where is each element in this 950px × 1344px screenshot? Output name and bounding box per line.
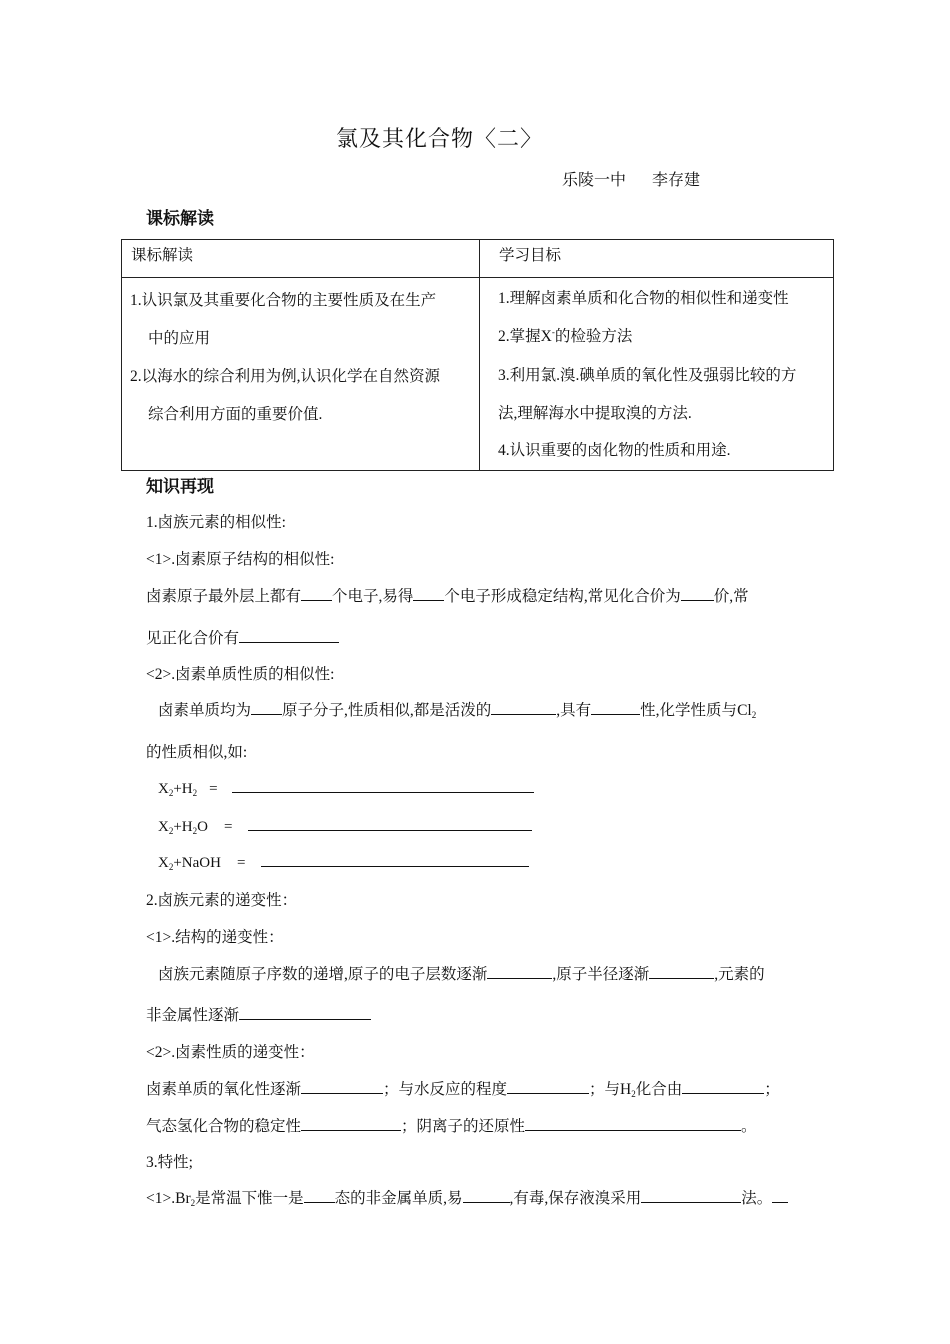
fill-blank	[251, 699, 282, 715]
text-fragment: 价,常	[713, 588, 749, 605]
ion-symbol: X	[540, 327, 552, 345]
text-fragment: 非金属性逐渐	[146, 1007, 240, 1024]
text-line: <1>.卤素原子结构的相似性:	[146, 551, 335, 568]
fill-blank	[682, 1078, 764, 1094]
table-header-cell	[122, 240, 480, 278]
curriculum-table	[121, 239, 834, 471]
subscript: 2	[168, 826, 174, 836]
formula: X	[158, 819, 169, 835]
section-heading-curriculum: 课标解读	[146, 209, 214, 229]
text-fragment: 法。	[741, 1190, 773, 1207]
equals-sign: =	[223, 819, 233, 835]
text-line	[146, 1003, 371, 1025]
ion-charge: -	[551, 326, 555, 337]
equals-sign: =	[209, 781, 218, 797]
equals-sign: =	[236, 855, 246, 871]
text-fragment: ,有毒,保存液溴采用	[509, 1190, 642, 1207]
text-line: 3.特性;	[146, 1154, 193, 1171]
text-fragment: 气态氢化合物的稳定性	[146, 1118, 302, 1135]
text-line: <2>.卤素单质性质的相似性:	[146, 666, 335, 683]
fill-blank	[491, 699, 556, 715]
fill-blank	[301, 1078, 383, 1094]
text-fragment: 卤素单质均为	[158, 702, 252, 719]
text-fragment: ；	[764, 1081, 780, 1098]
text-fragment: 。	[741, 1118, 757, 1135]
fill-blank	[641, 1187, 741, 1203]
text-line: 1.卤族元素的相似性:	[146, 514, 286, 531]
text-fragment: ,元素的	[714, 966, 765, 983]
fill-blank	[681, 585, 714, 601]
text-line	[146, 584, 749, 606]
text-fragment: 是常温下惟一是	[195, 1190, 304, 1207]
table-cell	[480, 278, 834, 471]
subscript: 2	[168, 862, 174, 872]
document-title: 氯及其化合物〈二〉	[336, 126, 544, 151]
fill-blank	[649, 963, 714, 979]
fill-blank	[239, 627, 339, 643]
equation-line	[158, 777, 534, 798]
item-text: 2.掌握	[498, 327, 541, 345]
subscript: 2	[751, 710, 757, 720]
text-line	[146, 1077, 780, 1099]
list-item: 4.认识重要的卤化物的性质和用途.	[498, 442, 731, 459]
text-line	[158, 698, 756, 720]
list-item: 法,理解海水中提取溴的方法.	[498, 404, 692, 422]
section-heading-knowledge: 知识再现	[146, 477, 214, 497]
list-item	[498, 318, 827, 358]
text-fragment: ；与	[589, 1081, 621, 1098]
col2-header: 学习目标	[499, 247, 562, 264]
text-fragment: 卤族元素随原子序数的递增,原子的电子层数逐渐	[158, 966, 488, 983]
text-fragment: ,具有	[556, 702, 592, 719]
table-header-row	[122, 240, 834, 278]
text-line	[146, 626, 339, 648]
list-item: 综合利用方面的重要价值.	[148, 406, 323, 423]
text-line: 2.卤族元素的递变性：	[146, 892, 298, 909]
fill-blank	[232, 777, 534, 793]
formula: +H	[173, 781, 193, 797]
list-item: 1.理解卤素单质和化合物的相似性和递变性	[498, 290, 789, 307]
item-text: 的检验方法	[554, 327, 633, 345]
text-line: 的性质相似,如:	[146, 744, 248, 761]
list-item: 3.利用氯.溴.碘单质的氧化性及强弱比较的方	[498, 367, 797, 384]
author-name: 李存建	[652, 172, 701, 189]
list-item: 2.以海水的综合利用为例,认识化学在自然资源	[130, 368, 441, 385]
equation-line	[158, 815, 532, 836]
table-cell	[122, 278, 480, 471]
text-fragment: 卤素单质的氧化性逐渐	[146, 1081, 302, 1098]
text-fragment: 个电子,易得	[332, 588, 414, 605]
formula: +NaOH	[173, 855, 221, 871]
fill-blank	[463, 1187, 510, 1203]
text-fragment: ；与水反应的程度	[383, 1081, 508, 1098]
fill-blank	[304, 1187, 335, 1203]
fill-blank	[525, 1115, 741, 1131]
list-item: 中的应用	[148, 330, 211, 347]
table-header-cell	[480, 240, 834, 278]
fill-blank	[261, 851, 529, 867]
text-line: <2>.卤素性质的递变性：	[146, 1044, 315, 1061]
text-fragment: 性,化学性质与	[640, 702, 738, 719]
formula: O	[197, 819, 208, 835]
fill-blank	[301, 1115, 401, 1131]
subscript: 2	[168, 788, 174, 798]
fill-blank	[487, 963, 552, 979]
subscript: 2	[631, 1089, 636, 1099]
fill-blank	[507, 1078, 589, 1094]
subscript: 2	[192, 788, 198, 798]
fill-blank	[248, 815, 532, 831]
table-row	[122, 278, 834, 471]
text-fragment: 个电子形成稳定结构,常见化合价为	[444, 588, 681, 605]
formula: +H	[173, 819, 193, 835]
fill-blank	[591, 699, 640, 715]
fill-blank	[772, 1187, 788, 1203]
author-line	[562, 167, 700, 190]
text-line	[146, 1114, 757, 1136]
text-fragment: 原子分子,性质相似,都是活泼的	[282, 702, 492, 719]
subscript: 2	[190, 1198, 196, 1208]
col1-header: 课标解读	[131, 247, 194, 264]
text-line: <1>.结构的递变性：	[146, 929, 284, 946]
text-fragment: 化合由	[635, 1081, 683, 1098]
equation-line	[158, 851, 529, 872]
formula: Cl	[737, 702, 752, 719]
text-fragment: 态的非金属单质,易	[334, 1190, 463, 1207]
text-line	[146, 1186, 788, 1208]
fill-blank	[301, 585, 332, 601]
text-fragment: 卤素原子最外层上都有	[146, 588, 302, 605]
school-name: 乐陵一中	[562, 172, 627, 189]
text-fragment: ；阴离子的还原性	[401, 1118, 526, 1135]
subscript: 2	[192, 826, 198, 836]
text-fragment: ,原子半径逐渐	[552, 966, 650, 983]
fill-blank	[239, 1004, 371, 1020]
text-line	[158, 962, 765, 984]
formula: X	[158, 781, 169, 797]
formula: X	[158, 855, 169, 871]
list-item: 1.认识氯及其重要化合物的主要性质及在生产	[130, 292, 437, 309]
formula: H	[620, 1081, 632, 1098]
text-fragment: 见正化合价有	[146, 630, 240, 647]
fill-blank	[413, 585, 444, 601]
formula: <1>.Br	[146, 1190, 191, 1207]
